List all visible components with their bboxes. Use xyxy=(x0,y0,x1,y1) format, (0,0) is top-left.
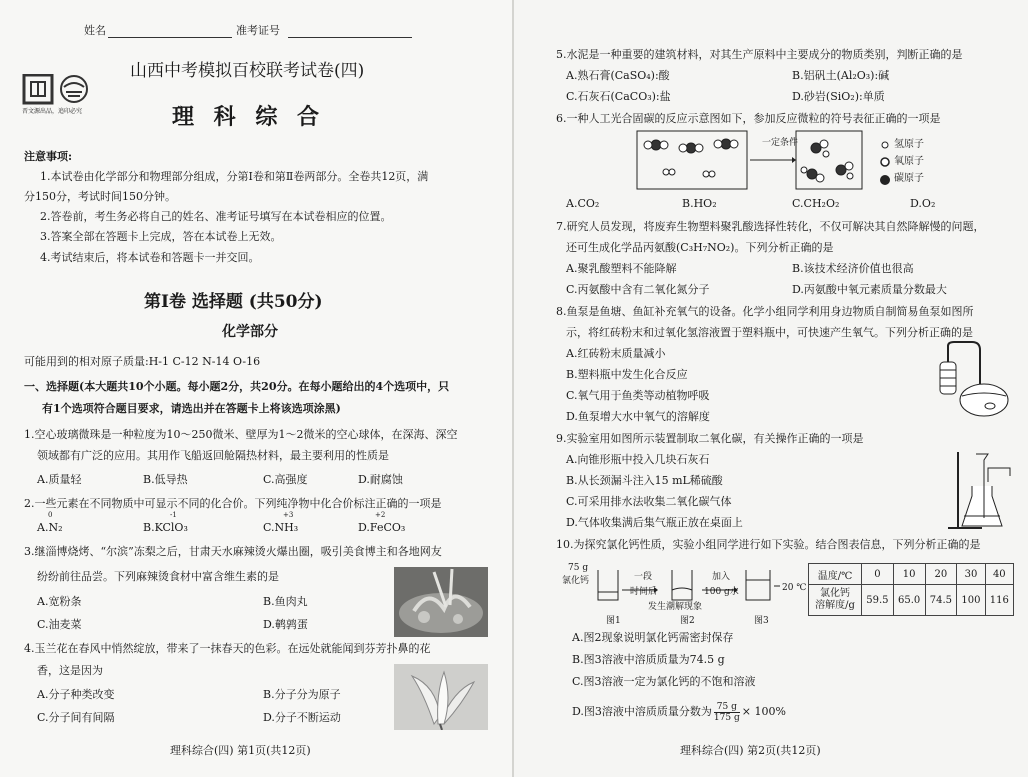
q1-stem-2: 领域都有广泛的应用。其用作飞船返回舱隔热材料，最主要利用的性质是 xyxy=(37,449,389,462)
q10-fraction-denominator: 175 g xyxy=(713,712,740,723)
q4-stem-1: 4.玉兰花在春风中悄然绽放，带来了一抹春天的色彩。在远处就能闻到芬芳扑鼻的花 xyxy=(24,642,431,655)
publisher-logo xyxy=(22,74,102,108)
q10-arrow1-bottom: 时间后 xyxy=(630,587,658,597)
q4-option-d[interactable]: D.分子不断运动 xyxy=(263,711,341,724)
q8-option-b[interactable]: B.塑料瓶中发生化合反应 xyxy=(566,368,688,381)
q1-option-c[interactable]: C.高强度 xyxy=(263,473,308,486)
q10-fig2-label: 图2 xyxy=(680,616,695,626)
q2-d-valence: +2 xyxy=(375,511,386,519)
q8-option-d[interactable]: D.鱼泵增大水中氧气的溶解度 xyxy=(566,410,710,423)
q5-option-c[interactable]: C.石灰石(CaCO₃):盐 xyxy=(566,90,671,103)
q2-c-valence: +3 xyxy=(283,511,294,519)
table-cell: 20 xyxy=(925,564,957,585)
q2-option-a[interactable]: A.N₂ xyxy=(37,521,63,534)
q7-option-d[interactable]: D.丙氨酸中氧元素质量分数最大 xyxy=(792,283,947,296)
q2-b-valence: -1 xyxy=(170,511,177,519)
table-cell: 74.5 xyxy=(925,585,957,616)
subject-title: 理 科 综 合 xyxy=(172,104,325,130)
q6-option-b[interactable]: B.HO₂ xyxy=(682,197,717,210)
q3-stem-2: 纷纷前往品尝。下列麻辣烫食材中富含维生素的是 xyxy=(37,570,279,583)
atomic-masses: 可能用到的相对原子质量:H-1 C-12 N-14 O-16 xyxy=(24,355,261,368)
q2-stem: 2.一些元素在不同物质中可显示不同的化合价。下列纯净物中化合价标注正确的一项是 xyxy=(24,497,442,510)
page-right xyxy=(514,0,1028,777)
q6-legend-hydrogen: 氢原子 xyxy=(894,139,924,150)
exam-title: 山西中考模拟百校联考试卷(四) xyxy=(130,61,365,81)
q3-option-a[interactable]: A.宽粉条 xyxy=(37,595,82,608)
q9-option-a[interactable]: A.向锥形瓶中投入几块石灰石 xyxy=(566,453,710,466)
q8-stem-2: 示，将红砖粉末和过氧化氢溶液置于塑料瓶中，可快速产生氧气。下列分析正确的是 xyxy=(566,326,973,339)
q8-option-a[interactable]: A.红砖粉末质量减小 xyxy=(566,347,666,360)
table-cell: 59.5 xyxy=(862,585,894,616)
q7-option-c[interactable]: C.丙氨酸中含有二氧化氮分子 xyxy=(566,283,710,296)
q8-stem-1: 8.鱼泵是鱼塘、鱼缸补充氧气的设备。化学小组同学利用身边物质自制简易鱼泵如图所 xyxy=(556,305,974,318)
q2-a-valence: 0 xyxy=(48,511,53,519)
q10-arrow1-top: 一段 xyxy=(634,572,653,582)
section-title: 第Ⅰ卷 选择题 (共50分) xyxy=(144,292,323,312)
q3-option-d[interactable]: D.鹌鹑蛋 xyxy=(263,618,308,631)
fish-pump-diagram xyxy=(932,340,1010,418)
section-instruction-2: 有1个选项符合题目要求，请选出并在答题卡上将该选项涂黑) xyxy=(42,402,341,415)
q4-option-a[interactable]: A.分子种类改变 xyxy=(37,688,115,701)
q4-stem-2: 香，这是因为 xyxy=(37,664,103,677)
q1-option-d[interactable]: D.耐腐蚀 xyxy=(358,473,403,486)
q7-option-a[interactable]: A.聚乳酸塑料不能降解 xyxy=(566,262,677,275)
q10-deliquescence-note: 发生潮解现象 xyxy=(648,602,703,612)
note-3: 3.答案全部在答题卡上完成，答在本试卷上无效。 xyxy=(40,230,282,243)
q10-option-d[interactable] xyxy=(572,701,786,723)
malatang-photo xyxy=(394,567,488,637)
solubility-table xyxy=(808,563,1014,616)
q10-option-d-suffix: × 100% xyxy=(741,705,786,718)
section-instruction-1: 一、选择题(本大题共10个小题。每小题2分，共20分。在每小题给出的4个选项中，只 xyxy=(24,380,450,393)
q10-option-a[interactable]: A.图2现象说明氯化钙需密封保存 xyxy=(572,631,734,644)
q6-stem: 6.一种人工光合固碳的反应示意图如下，参加反应微粒的符号表征正确的一项是 xyxy=(556,112,941,125)
q9-option-d[interactable]: D.气体收集满后集气瓶正放在桌面上 xyxy=(566,516,743,529)
table-row xyxy=(809,564,1014,585)
q6-option-d[interactable]: D.O₂ xyxy=(910,197,936,210)
table-cell: 116 xyxy=(985,585,1013,616)
table-cell: 30 xyxy=(957,564,985,585)
q7-stem-1: 7.研究人员发现，将废弃生物塑料聚乳酸选择性转化，不仅可解决其自然降解慢的问题， xyxy=(556,220,985,233)
name-blank[interactable] xyxy=(108,36,232,38)
q3-option-b[interactable]: B.鱼肉丸 xyxy=(263,595,308,608)
id-label: 准考证号 xyxy=(236,24,280,37)
q1-option-a[interactable]: A.质量轻 xyxy=(37,473,82,486)
q6-legend-carbon: 碳原子 xyxy=(894,173,924,184)
q6-reaction-diagram xyxy=(636,130,864,190)
q2-option-d[interactable]: D.FeCO₃ xyxy=(358,521,406,534)
table-cell: 0 xyxy=(862,564,894,585)
table-cell: 40 xyxy=(985,564,1013,585)
note-2: 2.答卷前，考生务必将自己的姓名、准考证号填写在本试卷相应的位置。 xyxy=(40,210,392,223)
q10-option-b[interactable]: B.图3溶液中溶质质量为74.5 g xyxy=(572,653,725,666)
q10-mass: 75 g xyxy=(568,563,589,573)
notes-title: 注意事项: xyxy=(24,150,73,163)
q9-option-b[interactable]: B.从长颈漏斗注入15 mL稀硫酸 xyxy=(566,474,723,487)
q6-option-c[interactable]: C.CH₂O₂ xyxy=(792,197,840,210)
q5-option-b[interactable]: B.铝矾土(Al₂O₃):碱 xyxy=(792,69,890,82)
note-4: 4.考试结束后，将本试卷和答题卡一并交回。 xyxy=(40,251,260,264)
id-blank[interactable] xyxy=(288,36,412,38)
q4-option-c[interactable]: C.分子间有间隔 xyxy=(37,711,115,724)
q10-stem: 10.为探究氯化钙性质，实验小组同学进行如下实验。结合图表信息，下列分析正确的是 xyxy=(556,538,981,551)
q5-option-a[interactable]: A.熟石膏(CaSO₄):酸 xyxy=(566,69,670,82)
q10-option-c[interactable]: C.图3溶液一定为氯化钙的不饱和溶液 xyxy=(572,675,756,688)
table-cell: 100 xyxy=(957,585,985,616)
q4-option-b[interactable]: B.分子分为原子 xyxy=(263,688,341,701)
part-title: 化学部分 xyxy=(222,324,278,340)
q3-option-c[interactable]: C.油麦菜 xyxy=(37,618,82,631)
q6-option-a[interactable]: A.CO₂ xyxy=(566,197,600,210)
name-label: 姓名 xyxy=(84,24,106,37)
q10-substance: 氯化钙 xyxy=(562,576,590,586)
table-cell: 10 xyxy=(893,564,925,585)
q10-arrow2-top: 加入 xyxy=(712,572,731,582)
q1-stem-1: 1.空心玻璃微珠是一种粒度为10～250微米、壁厚为1～2微米的空心球体，在深海、深空 xyxy=(24,428,458,441)
co2-apparatus-diagram xyxy=(942,446,1016,530)
q10-fraction-numerator: 75 g xyxy=(714,702,740,713)
table-header-solubility-line2: 溶解度/g xyxy=(815,600,855,611)
q10-fig1-label: 图1 xyxy=(606,616,621,626)
q7-stem-2: 还可生成化学品丙氨酸(C₃H₇NO₂)。下列分析正确的是 xyxy=(566,241,834,254)
q6-condition: 一定条件 xyxy=(762,138,799,148)
q2-option-c[interactable]: C.NH₃ xyxy=(263,521,299,534)
q6-legend-symbols xyxy=(880,140,890,188)
q10-fraction xyxy=(714,702,740,723)
page1-footer: 理科综合(四) 第1页(共12页) xyxy=(170,744,311,757)
q10-arrow2-bottom: 100 g水 xyxy=(704,587,739,597)
q3-stem-1: 3.继淄博烧烤、“尔滨”冻梨之后，甘肃天水麻辣烫火爆出圈，吸引美食博主和各地网友 xyxy=(24,545,442,558)
q5-option-d[interactable]: D.砂岩(SiO₂):单质 xyxy=(792,90,885,103)
page2-footer: 理科综合(四) 第2页(共12页) xyxy=(680,744,821,757)
q2-option-b[interactable]: B.KClO₃ xyxy=(143,521,188,534)
note-1b: 分150分，考试时间150分钟。 xyxy=(24,190,176,203)
q10-option-d-text: D.图3溶液中溶质质量分数为 xyxy=(572,705,712,718)
note-1a: 1.本试卷由化学部分和物理部分组成，分第Ⅰ卷和第Ⅱ卷两部分。全卷共12页，满 xyxy=(40,170,429,183)
magnolia-photo xyxy=(394,664,488,730)
table-header-solubility xyxy=(809,585,862,616)
table-header-temp: 温度/℃ xyxy=(809,564,862,585)
q7-option-b[interactable]: B.该技术经济价值也很高 xyxy=(792,262,914,275)
table-header-solubility-line1: 氯化钙 xyxy=(820,588,850,599)
q9-option-c[interactable]: C.可采用排水法收集二氧化碳气体 xyxy=(566,495,732,508)
logo-motto: 晋文源出品，追印必究 xyxy=(22,108,83,115)
q10-temperature: 20 ℃ xyxy=(782,583,807,593)
table-row xyxy=(809,585,1014,616)
q10-fig3-label: 图3 xyxy=(754,616,769,626)
q9-stem: 9.实验室用如图所示装置制取二氧化碳，有关操作正确的一项是 xyxy=(556,432,864,445)
table-cell: 65.0 xyxy=(893,585,925,616)
q5-stem: 5.水泥是一种重要的建筑材料，对其生产原料中主要成分的物质类别，判断正确的是 xyxy=(556,48,963,61)
q1-option-b[interactable]: B.低导热 xyxy=(143,473,188,486)
q6-legend-oxygen: 氧原子 xyxy=(894,156,924,167)
q8-option-c[interactable]: C.氧气用于鱼类等动植物呼吸 xyxy=(566,389,710,402)
